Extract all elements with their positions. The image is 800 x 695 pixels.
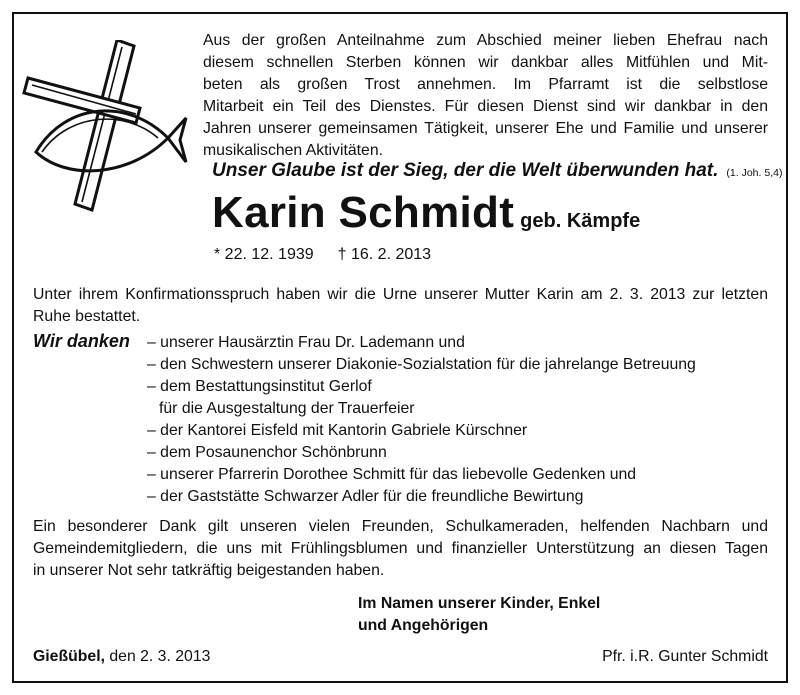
intro-line: Aus der großen Anteilnahme zum Abschied meiner lieben Ehefrau nach [203,32,768,49]
date: den 2. 3. 2013 [109,648,211,665]
on-behalf-block [358,593,600,637]
bible-quote [212,160,782,182]
paragraph-line: Gemeindemitgliedern, die uns mit Frühlingsblumen und finanzieller Unterstützung an diesen Tagen [33,540,768,557]
deceased-name: Karin Schmidt [212,188,515,237]
quote-text: Unser Glaube ist der Sieg, der die Welt überwunden hat. [212,160,719,181]
quote-reference: (1. Joh. 5,4) [726,167,783,179]
list-item: – dem Bestattungsinstitut Gerlof [147,378,372,395]
deceased-name-line [212,188,640,238]
list-item: für die Ausgestaltung der Trauerfeier [159,400,415,417]
death-date: † 16. 2. 2013 [337,246,432,263]
place-date [33,648,210,666]
list-item: – der Gaststätte Schwarzer Adler für die freundliche Bewirtung [147,488,584,505]
list-item: – der Kantorei Eisfeld mit Kantorin Gabriele Kürschner [147,422,528,439]
burial-paragraph: Unter ihrem Konfirmationsspruch haben wir die Urne unserer Mutter Karin am 2. 3. 2013 zur letzten Ruhe bestattet. [33,286,768,325]
on-behalf-line: und Angehörigen [358,617,489,634]
maiden-name: geb. Kämpfe [520,210,641,232]
list-item: – unserer Pfarrerin Dorothee Schmitt für das liebevolle Gedenken und [147,466,637,483]
intro-line: diesem schnellen Sterben können wir dankbar alles Mitfühlen und Mit- [203,54,768,71]
life-dates [214,246,431,264]
special-thanks-paragraph [33,516,768,582]
intro-text [203,30,768,162]
intro-line: Jahren unserer gemeinsamen Tätigkeit, unserer Ehe und Familie und unserer [203,120,768,137]
intro-line: beten als großen Trost annehmen. Im Pfarramt ist die selbstlose [203,76,768,93]
thanks-label: Wir danken [33,331,130,351]
list-item: – dem Posaunenchor Schönbrunn [147,444,387,461]
intro-line: Mitarbeit ein Teil des Dienstes. Für diesen Dienst sind wir dankbar in den [203,98,768,115]
cross-fish-icon [18,40,188,215]
birth-date: * 22. 12. 1939 [214,246,314,263]
signer: Pfr. i.R. Gunter Schmidt [602,648,768,665]
thanks-list [147,332,767,508]
place: Gießübel, [33,648,105,665]
list-item: – unserer Hausärztin Frau Dr. Lademann und [147,334,465,351]
intro-line: musikalischen Aktivitäten. [203,142,383,159]
paragraph-line: in unserer Not sehr tatkräftig beigestanden haben. [33,562,385,579]
on-behalf-line: Im Namen unserer Kinder, Enkel [358,595,601,612]
list-item: – den Schwestern unserer Diakonie-Sozialstation für die jahrelange Betreuung [147,356,696,373]
paragraph-line: Ein besonderer Dank gilt unseren vielen Freunden, Schulkameraden, helfenden Nachbarn und [33,518,768,535]
